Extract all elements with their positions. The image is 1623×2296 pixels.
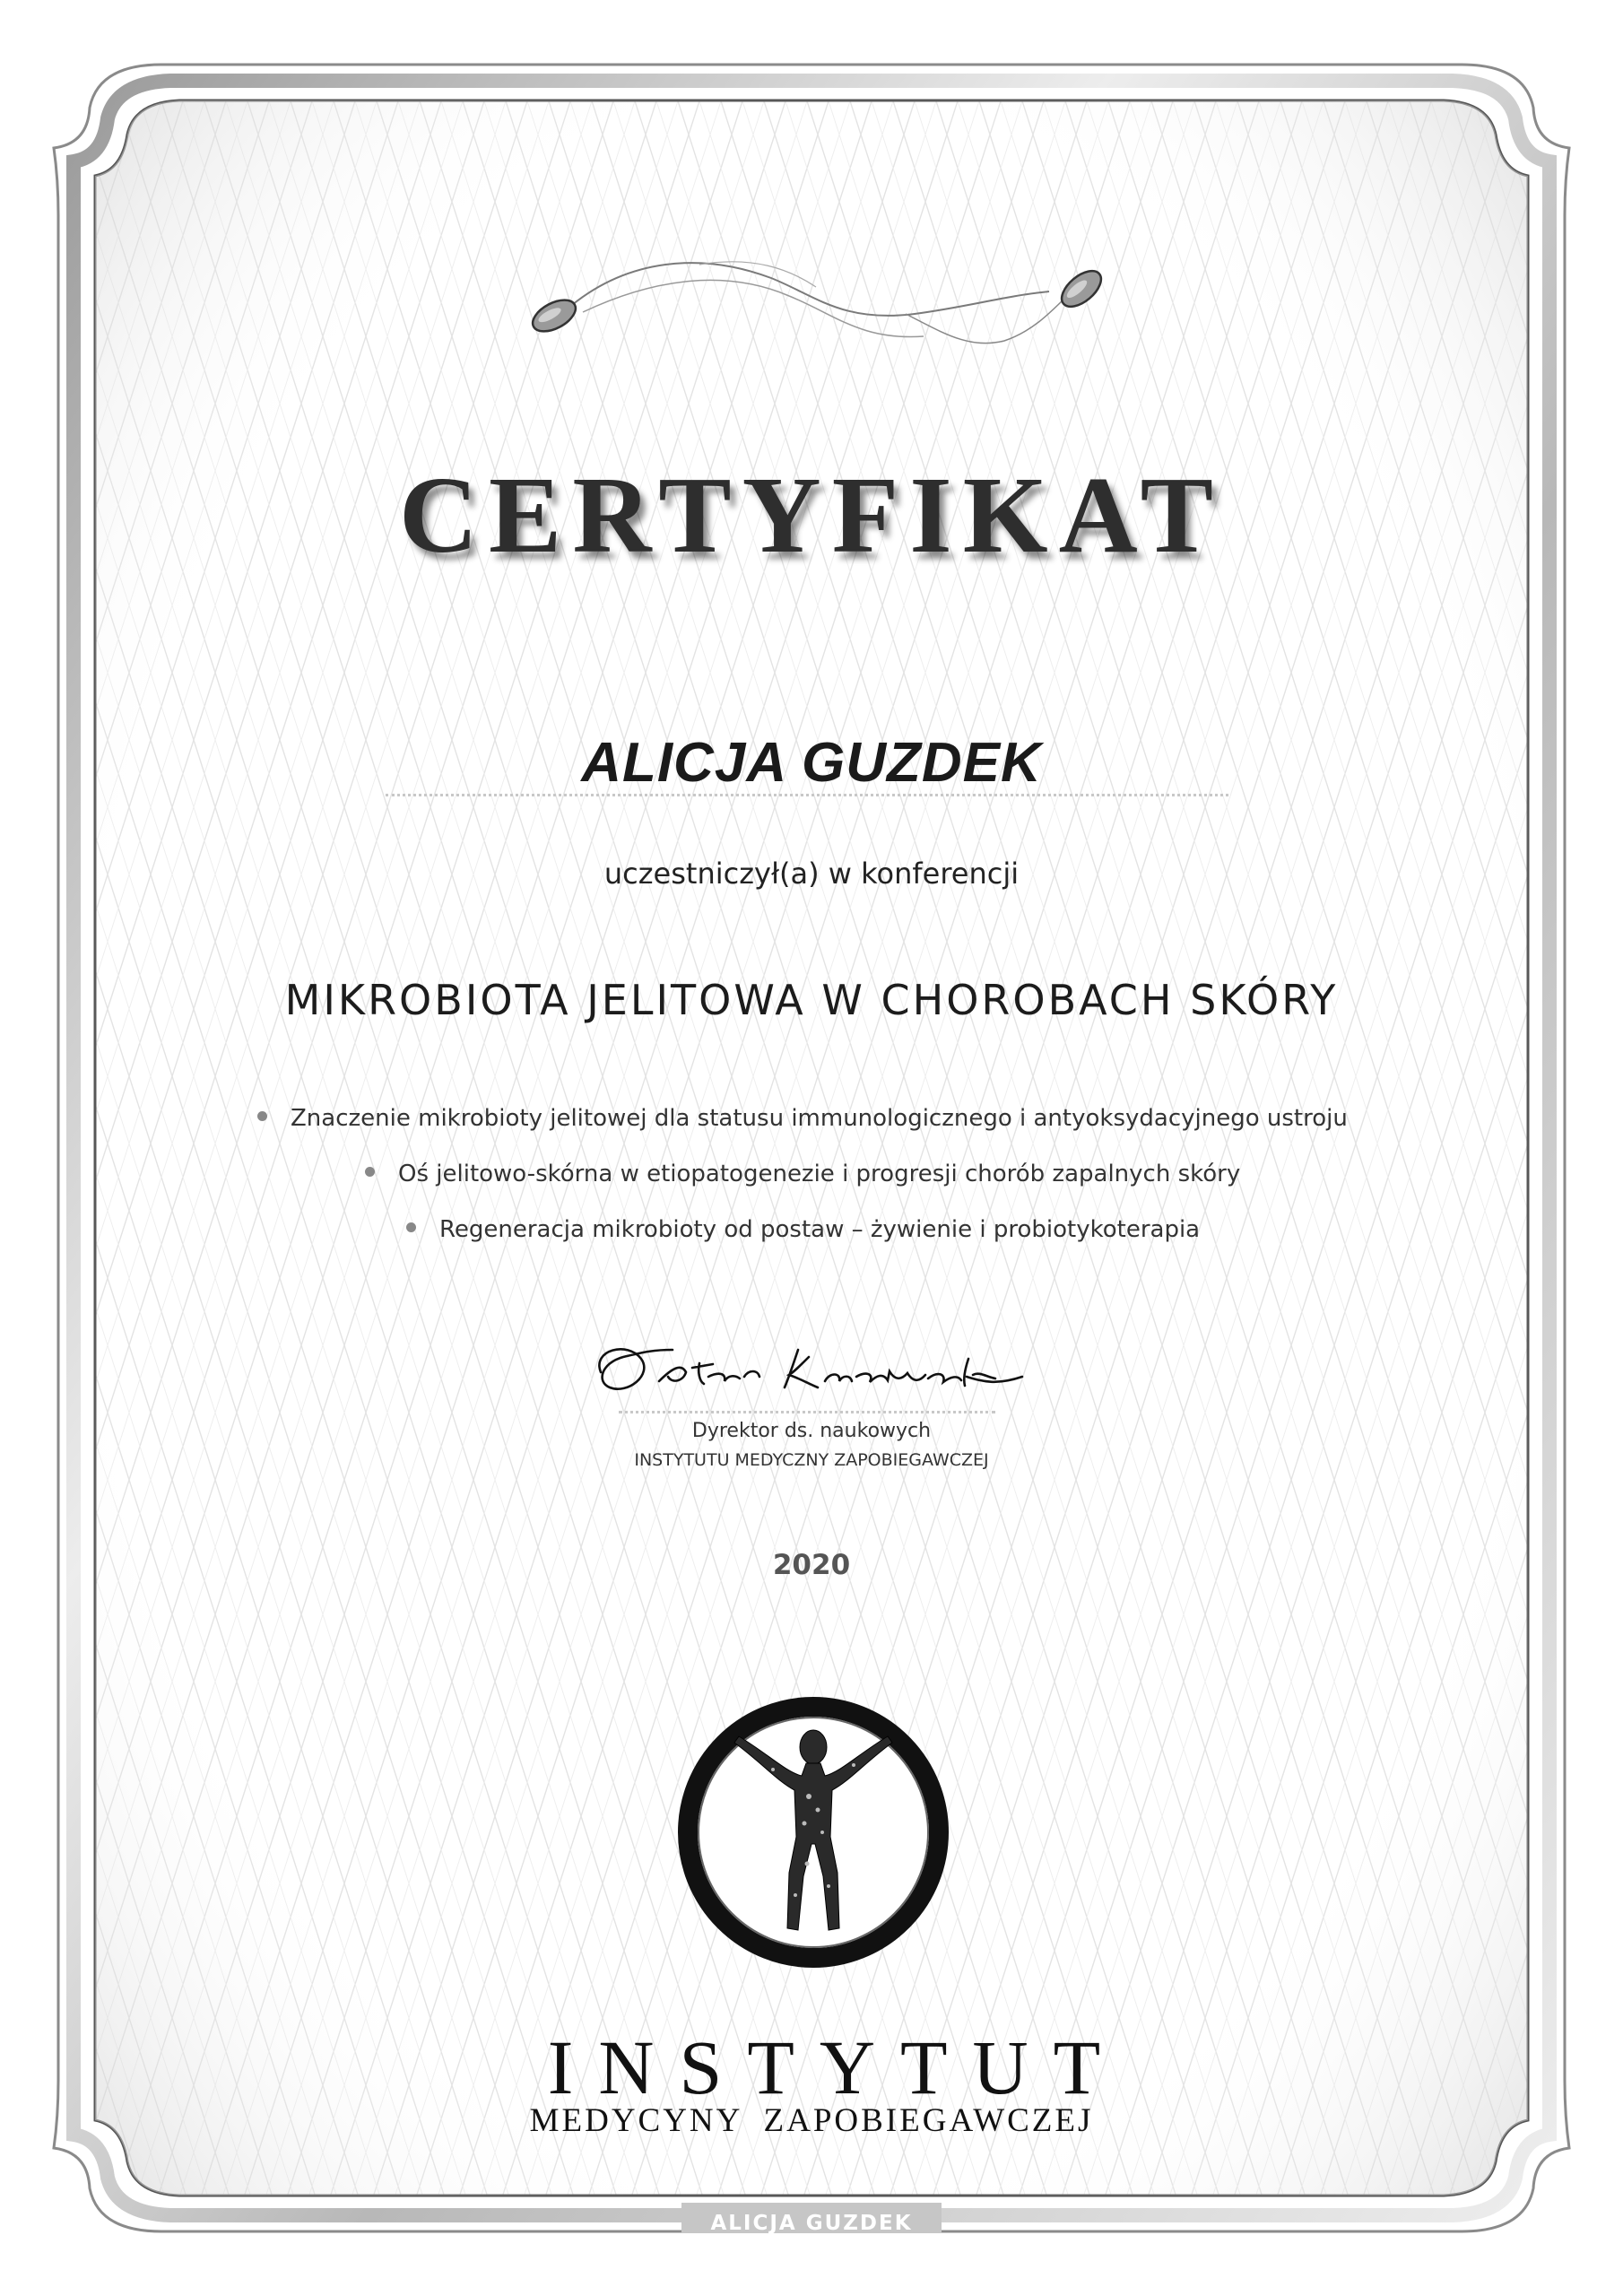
signature-line	[619, 1411, 995, 1413]
certificate-title: CERTYFIKAT	[398, 455, 1225, 576]
conference-title: MIKROBIOTA JELITOWA W CHOROBACH SKÓRY	[284, 976, 1339, 1024]
bullet-icon	[406, 1222, 416, 1232]
bacteria-illustration-icon	[520, 242, 1121, 377]
recipient-name: ALICJA GUZDEK	[581, 732, 1042, 794]
watermark-text: ALICJA GUZDEK	[710, 2212, 913, 2235]
topic-text: Regeneracja mikrobioty od postaw – żywienie i probiotykoterapia	[439, 1216, 1201, 1243]
bullet-icon	[365, 1167, 375, 1177]
topic-item	[406, 1216, 1200, 1243]
vitruvian-figure-logo-icon	[674, 1693, 952, 1971]
signatory-role: Dyrektor ds. naukowych	[691, 1420, 932, 1442]
topic-item	[365, 1161, 1240, 1187]
recipient-underline	[386, 794, 1228, 796]
signature	[574, 1332, 1058, 1413]
issuer-subtitle: MEDYCYNY ZAPOBIEGAWCZEJ	[529, 2102, 1094, 2139]
topic-text: Znaczenie mikrobioty jelitowej dla statusu immunologicznego i antyoksydacyjnego ustroju	[291, 1105, 1348, 1132]
issuer-name: INSTYTUT	[547, 2024, 1126, 2110]
bullet-icon	[257, 1111, 267, 1121]
signatory-institution: INSTYTUTU MEDYCZNY ZAPOBIEGAWCZEJ	[634, 1450, 989, 1470]
topic-item	[257, 1105, 1348, 1132]
certificate-year: 2020	[772, 1549, 851, 1581]
participation-text: uczestniczył(a) w konferencji	[603, 857, 1020, 891]
topic-text: Oś jelitowo-skórna w etiopatogenezie i progresji chorób zapalnych skóry	[398, 1161, 1241, 1187]
